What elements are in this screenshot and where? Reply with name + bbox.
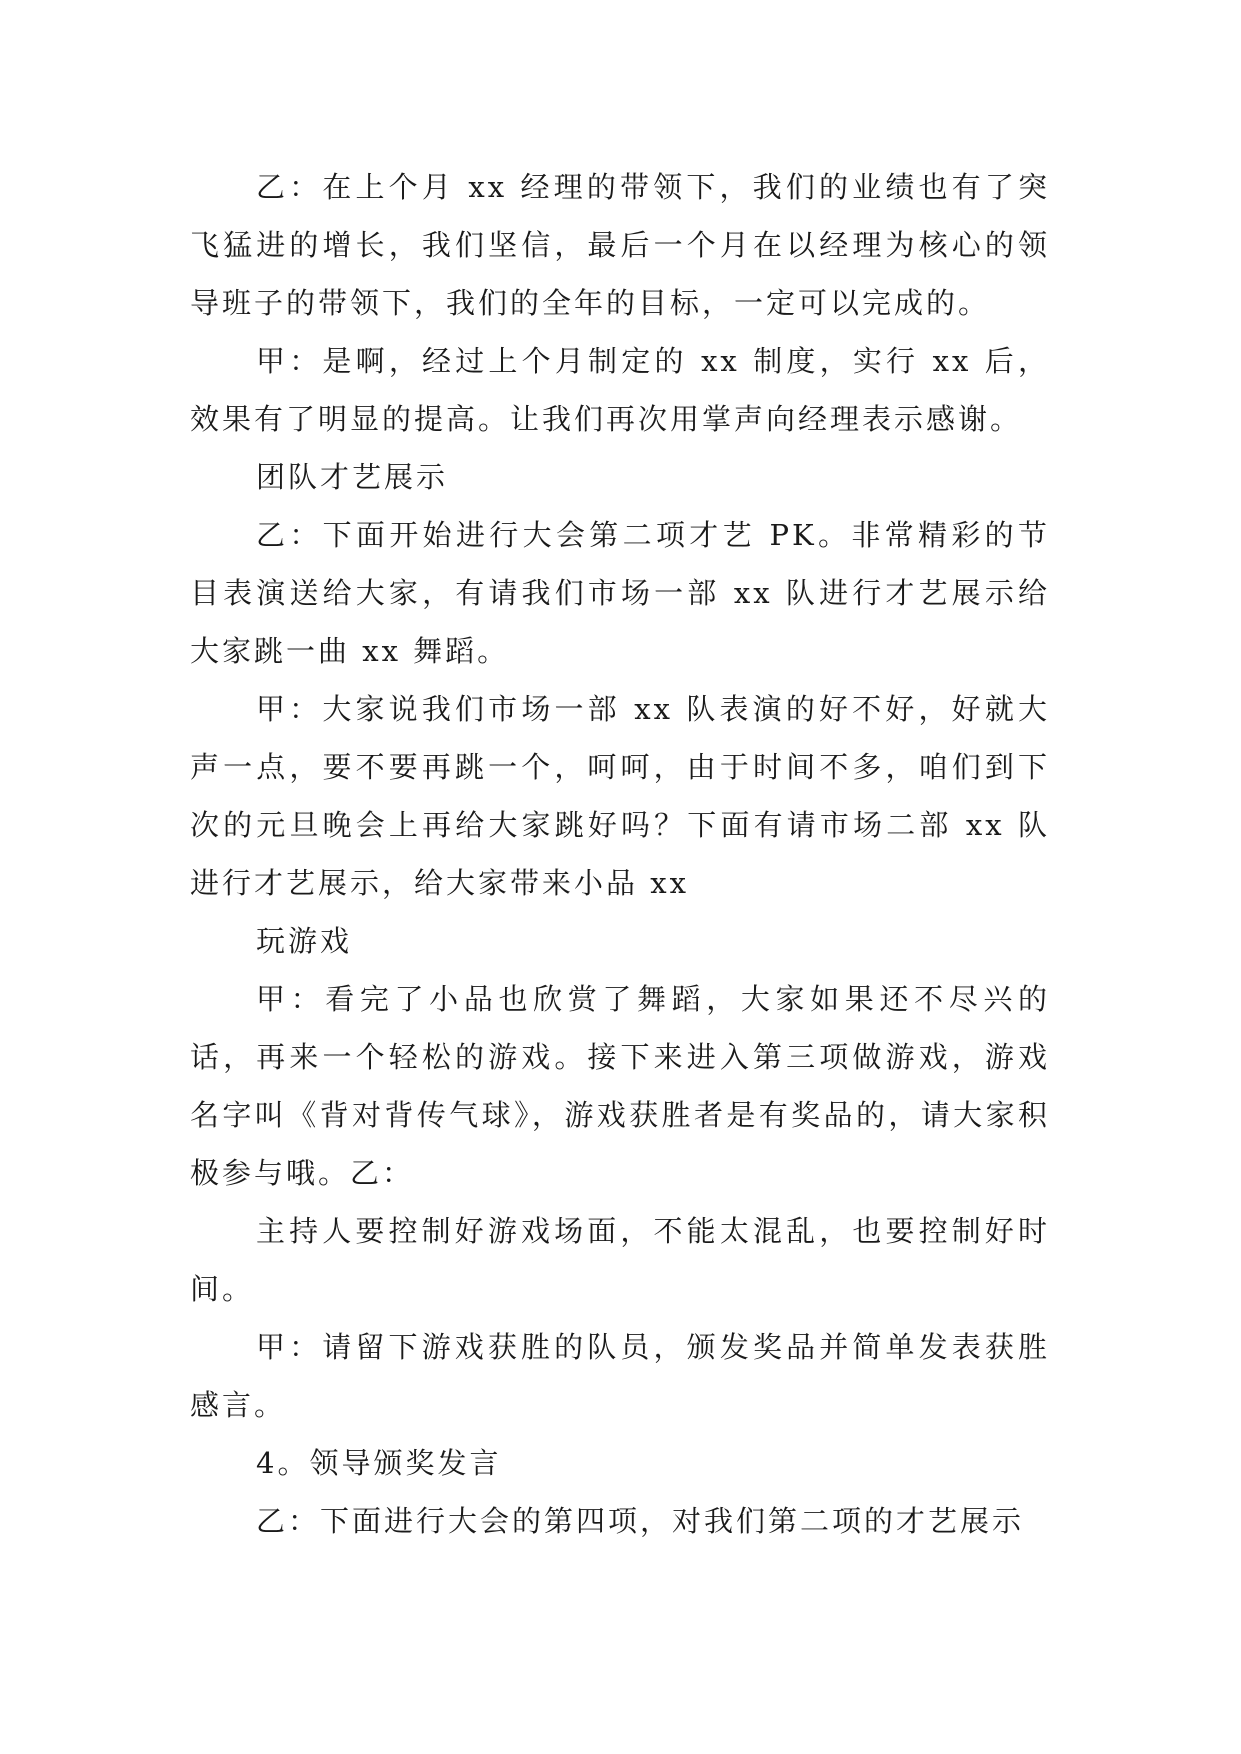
- paragraph-host-yi-talent-pk: 乙：下面开始进行大会第二项才艺 PK。非常精彩的节目表演送给大家，有请我们市场一部 xx 队进行才艺展示给大家跳一曲 xx 舞蹈。: [190, 518, 1050, 668]
- document-body: [190, 158, 1050, 1550]
- paragraph-host-jia-dance: 甲：大家说我们市场一部 xx 队表演的好不好，好就大声一点，要不要再跳一个，呵呵，由于时间不多，咱们到下次的元旦晚会上再给大家跳好吗？下面有请市场二部 xx 队进行才艺展示，给大家带来小品 xx: [190, 692, 1050, 900]
- paragraph-host-jia-game: 甲：看完了小品也欣赏了舞蹈，大家如果还不尽兴的话，再来一个轻松的游戏。接下来进入第三项做游戏，游戏名字叫《背对背传气球》，游戏获胜者是有奖品的，请大家积极参与哦。乙：: [190, 982, 1050, 1190]
- paragraph-host-jia-winners: 甲：请留下游戏获胜的队员，颁发奖品并简单发表获胜感言。: [190, 1330, 1050, 1422]
- paragraph-host-note: 主持人要控制好游戏场面，不能太混乱，也要控制好时间。: [190, 1214, 1050, 1306]
- section-heading-talent-show: 团队才艺展示: [256, 460, 449, 494]
- paragraph-host-yi-performance: 乙：在上个月 xx 经理的带领下，我们的业绩也有了突飞猛进的增长，我们坚信，最后一个月在以经理为核心的领导班子的带领下，我们的全年的目标，一定可以完成的。: [190, 170, 1050, 320]
- paragraph-host-jia-system: 甲：是啊，经过上个月制定的 xx 制度，实行 xx 后，效果有了明显的提高。让我们再次用掌声向经理表示感谢。: [190, 344, 1050, 436]
- section-heading-awards: 4。领导颁奖发言: [256, 1446, 502, 1480]
- paragraph-host-yi-fourth-item: 乙：下面进行大会的第四项，对我们第二项的才艺展示: [256, 1504, 1025, 1538]
- section-heading-games: 玩游戏: [256, 924, 353, 958]
